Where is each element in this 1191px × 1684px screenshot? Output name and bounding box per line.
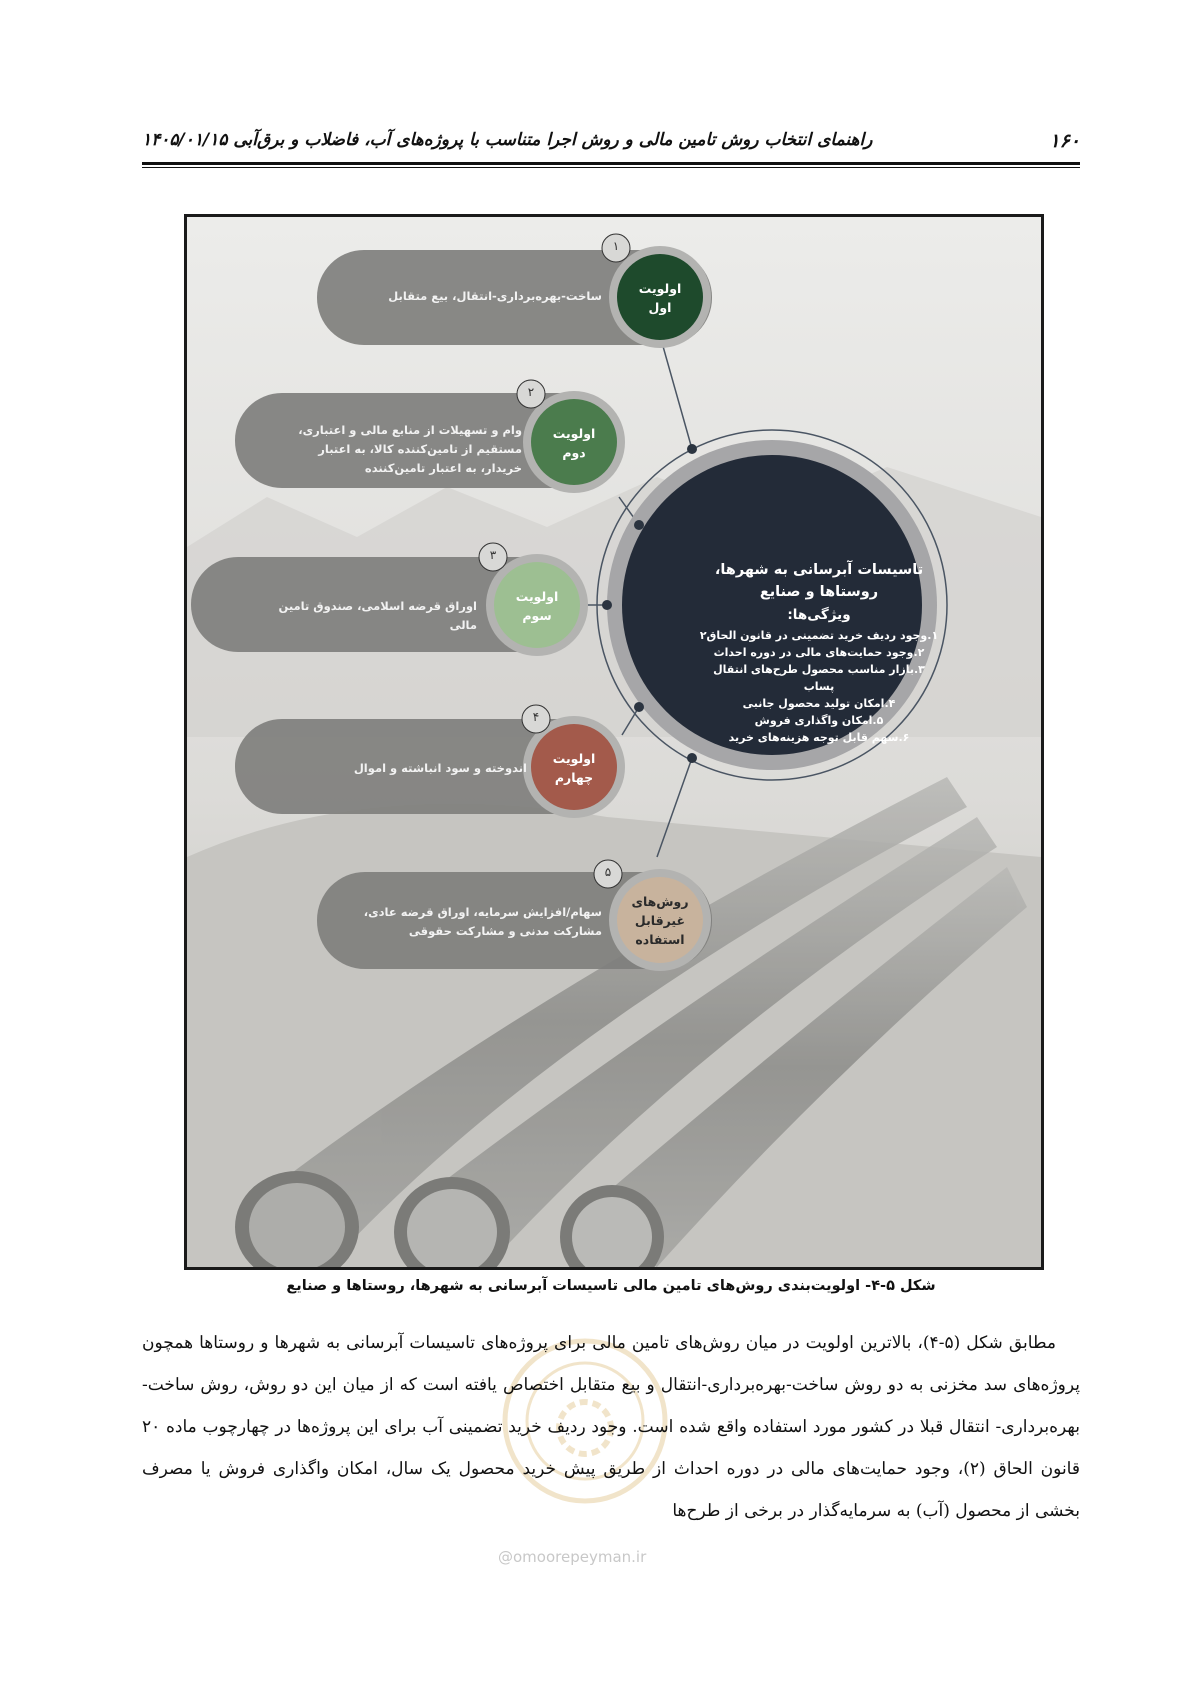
- circle-label-5: روش‌های غیرقابل استفاده: [631, 894, 689, 947]
- pill-text-4: اندوخته و سود انباشته و اموال: [353, 761, 527, 775]
- circle-label-4: اولویت چهارم: [552, 751, 596, 785]
- circle-label-3: اولویت سوم: [515, 589, 559, 623]
- body-paragraph: مطابق شکل (۵-۴)، بالاترین اولویت در میان روش‌های تامین مالی برای پروژه‌های تاسیسات آبرسانی به شهرها و روستاها همچون پروژه‌های سد مخزنی به دو روش ساخت-بهره‌برداری-انتقال و بیع متقابل اختصاص یافته است که از میان این دو روش، روش ساخت- بهره‌برداری- انتقال قبلا در کشور مورد استفاده واقع شده است. وجود ردیف خرید تضمینی آب برای این پروژه‌ها در چهارچوب ماده ۲۰ قانون الحاق (۲)، وجود حمایت‌های مالی در دوره احداث از طریق پیش خرید محصول یک سال، امکان واگذاری فروش یا مصرف بخشی از محصول (آب) به سرمایه‌گذار در برخی از طرح‌ها: [142, 1333, 1080, 1521]
- pill-text-5: سهام/افزایش سرمایه، اوراق قرضه عادی، مشارکت مدنی و مشارکت حقوقی: [363, 905, 602, 938]
- circle-label-2: اولویت دوم: [552, 426, 596, 460]
- page-number: ۱۶۰: [1049, 130, 1080, 152]
- number-label-1: ۱: [612, 239, 620, 253]
- center-subtitle: ویژگی‌ها:: [787, 607, 851, 623]
- feature-item: ۴.امکان تولید محصول جانبی: [742, 697, 896, 710]
- priority-figure: [184, 214, 1044, 1270]
- center-content: [699, 559, 939, 746]
- pill-text-2: وام و تسهیلات از منابع مالی و اعتباری، مستقیم از تامین‌کننده کالا، به اعتبار خریدار، به اعتبار تامین‌کننده: [298, 423, 522, 475]
- feature-list: [699, 627, 939, 746]
- body-text: [142, 1322, 1080, 1532]
- circle-label-1: اولویت اول: [638, 281, 682, 315]
- pill-text-3: اوراق قرضه اسلامی، صندوق تامین مالی: [278, 599, 477, 632]
- page-header: [142, 126, 1080, 166]
- feature-item: ۵.امکان واگذاری فروش: [754, 714, 884, 727]
- feature-item: ۳.بازار مناسب محصول طرح‌های انتقال پساب: [713, 663, 925, 693]
- feature-item: ۱.وجود ردیف خرید تضمینی در قانون الحاق۲: [699, 629, 939, 642]
- header-rule-thin: [142, 167, 1080, 168]
- header-rule-thick: [142, 162, 1080, 165]
- feature-item: ۲.وجود حمایت‌های مالی در دوره احداث: [713, 646, 925, 659]
- pill-text-1: ساخت-بهره‌برداری-انتقال، بیع متقابل: [388, 289, 602, 303]
- number-label-4: ۴: [532, 710, 540, 724]
- feature-item: ۶.سهم قابل توجه هزینه‌های خرید: [728, 731, 910, 744]
- watermark: @omoorepeyman.ir: [498, 1548, 647, 1566]
- running-title: راهنمای انتخاب روش تامین مالی و روش اجرا متناسب با پروژه‌های آب، فاضلاب و برق‌آبی ۱۴۰۵/۰۱/۱۵: [142, 130, 873, 150]
- number-label-5: ۵: [604, 865, 612, 879]
- center-title: تاسیسات آبرسانی به شهرها، روستاها و صنایع: [714, 562, 924, 600]
- number-label-2: ۲: [527, 385, 535, 399]
- number-label-3: ۳: [489, 548, 497, 562]
- figure-caption: شکل ۵-۴- اولویت‌بندی روش‌های تامین مالی تاسیسات آبرسانی به شهرها، روستاها و صنایع: [286, 1278, 936, 1294]
